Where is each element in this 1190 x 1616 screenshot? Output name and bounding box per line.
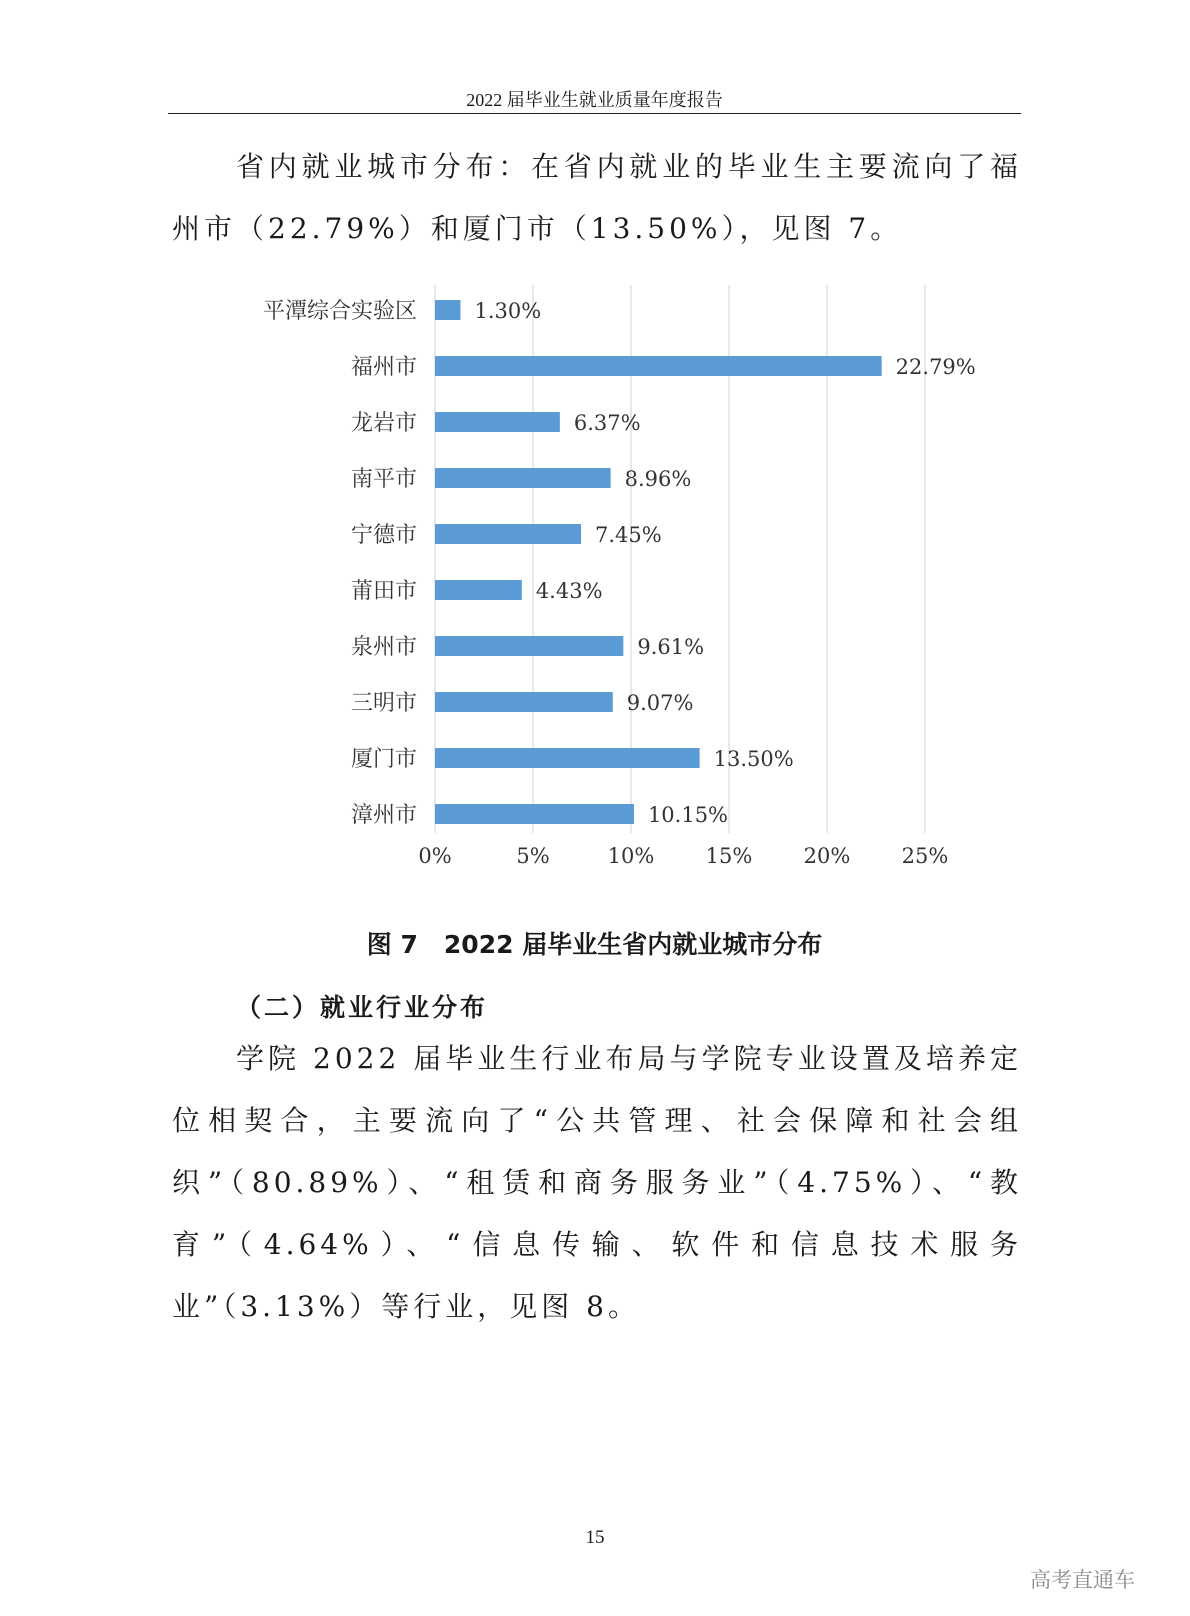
category-label: 平潭综合实验区	[262, 299, 417, 324]
x-tick-label: 15%	[705, 844, 753, 868]
figure-number: 图 7	[366, 930, 418, 959]
x-tick-label: 10%	[607, 844, 655, 868]
data-label: 7.45%	[595, 523, 662, 547]
report-header-title: 2022 届毕业生就业质量年度报告	[466, 90, 723, 110]
x-tick-label: 25%	[901, 844, 949, 868]
data-label: 9.07%	[626, 691, 694, 715]
bar	[435, 412, 560, 432]
data-label: 8.96%	[624, 467, 692, 491]
section-heading: （二）就业行业分布	[236, 993, 489, 1022]
bar	[435, 524, 581, 544]
category-label: 泉州市	[350, 635, 417, 660]
figure-caption	[168, 925, 1021, 961]
category-label: 莆田市	[350, 579, 417, 604]
bar	[435, 748, 700, 768]
data-label: 4.43%	[535, 579, 603, 603]
header-divider	[168, 113, 1021, 114]
data-label: 13.50%	[713, 747, 794, 771]
data-label: 9.61%	[637, 635, 705, 659]
watermark-text: 高考直通车	[1030, 1568, 1135, 1592]
data-label: 1.30%	[474, 299, 542, 323]
bar	[435, 580, 522, 600]
paragraph-industry-distribution: 学院 2022 届毕业生行业布局与学院专业设置及培养定位相契合，主要流向了“公共管理、社会保障和社会组织”（80.89%）、“租赁和商务服务业”（4.75%）、“教育”（4.64%）、“信息传输、软件和信息技术服务业”（3.13%）等行业，见图 8。	[172, 1042, 1022, 1323]
data-label: 22.79%	[895, 355, 976, 379]
page-number: 15	[585, 1527, 605, 1548]
category-label: 漳州市	[350, 803, 417, 828]
bar	[435, 692, 613, 712]
data-label: 6.37%	[573, 411, 641, 435]
x-tick-label: 5%	[516, 844, 550, 868]
bar	[435, 636, 623, 656]
bar	[435, 300, 460, 320]
paragraph-city-distribution: 省内就业城市分布：在省内就业的毕业生主要流向了福州市（22.79%）和厦门市（13.50%），见图 7。	[172, 150, 1022, 245]
city-distribution-chart	[240, 285, 976, 885]
category-label: 福州市	[350, 355, 417, 380]
bar	[435, 804, 634, 824]
category-label: 三明市	[350, 691, 417, 716]
figure-title: 2022 届毕业生省内就业城市分布	[443, 930, 823, 959]
bar	[435, 468, 611, 488]
category-label: 南平市	[350, 467, 417, 492]
x-tick-label: 0%	[418, 844, 452, 868]
category-label: 厦门市	[350, 747, 417, 772]
data-label: 10.15%	[647, 803, 729, 827]
x-tick-label: 20%	[803, 844, 851, 868]
category-label: 宁德市	[350, 523, 417, 548]
category-label: 龙岩市	[350, 411, 417, 436]
bar	[435, 356, 882, 376]
